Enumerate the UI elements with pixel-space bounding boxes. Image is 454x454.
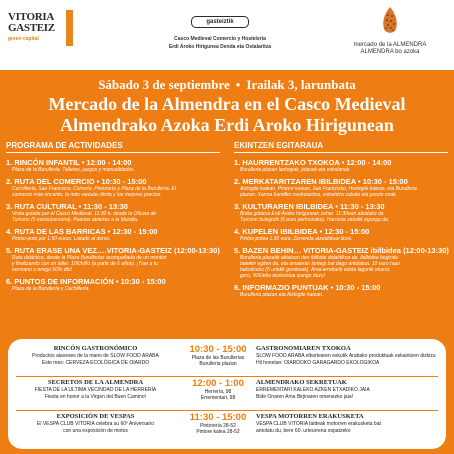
item-title: 3. RUTA CULTURAL <box>6 202 77 211</box>
divider <box>16 376 438 377</box>
event-place: Burulleria plazan <box>199 361 237 367</box>
list-item <box>234 246 452 279</box>
event-place: Pintore kalea 28-52 <box>196 429 240 435</box>
event-text-eu: ERREMENTARI KALEKO AZKEN ETXADIKO JAIA <box>256 387 370 393</box>
item-title: 2. MERKATARITZAREN IBILBIDEA <box>234 177 356 186</box>
date-separator: • <box>235 77 241 92</box>
event-title-es: EXPOSICIÓN DE VESPAS <box>56 413 135 420</box>
item-title: 2. RUTA DEL COMERCIO <box>6 177 95 186</box>
list-item: 6. INFORMAZIO PUNTUAK • 10:30 - 15:00 Burulleria plazan eta Aiztogile kalean. <box>234 283 452 298</box>
event-text-es: Fiesta en honor a la Virgen del Buen Camino! <box>44 393 147 400</box>
item-time: 10:30 - 15:00 <box>101 177 147 186</box>
events-box <box>8 339 446 449</box>
event-title-eu: ALMENDRAKO SEKRETUAK <box>256 379 347 386</box>
item-desc: Ruta didáctica, desde la Plaza Burullerías acompañada de un monitor <box>12 255 167 261</box>
item-title: 4. KUPELEN IBILBIDEA <box>234 227 318 236</box>
item-title: 5. BAZEN BEHIN… VITORIA-GASTEIZ ibilbidea <box>234 246 401 255</box>
event-title-eu: GASTRONOMIAREN TXOKOA <box>256 345 351 352</box>
list-item <box>6 246 224 273</box>
item-title: 6. PUNTOS DE INFORMACIÓN <box>6 277 114 286</box>
list-item: 4. KUPELEN IBILBIDEA • 12:30 - 15:00 Pintxo-potea 1,50 euro. Zerrenda atzealdean ikusi. <box>234 227 452 242</box>
logo-line-3: green capital <box>8 36 39 42</box>
item-time: (12:00-13:30) <box>403 246 449 255</box>
header <box>0 0 454 70</box>
event-date <box>0 77 454 93</box>
item-desc: Burulleria plazan eta Aiztogile kalean. <box>240 292 324 298</box>
item-desc: plazan. Xarma handiko merkataritza, eskaintza zabala eta prezio onak. <box>240 192 398 198</box>
list-item: 4. RUTA DE LAS BARRICAS • 12:30 - 15:00 Pintxo-pote por 1,50 euros. Listado al dorso. <box>6 227 224 242</box>
item-desc: Turismo (5 euros/persona). Puertas abiertas a la Muralla. <box>12 217 139 223</box>
list-item: 2. RUTA DEL COMERCIO • 10:30 - 15:00 Cuchillería, San Francisco, Correría, Pintorería y Plaza de la Burullería. El comercio más encanto, la más variada oferta y los mejores precios. <box>6 177 224 198</box>
item-desc: comercio más encanto, la más variada oferta y los mejores precios. <box>12 192 162 198</box>
program-heading-eu: EKINTZEN EGITARAUA <box>234 141 448 153</box>
logo-bar-icon <box>66 10 73 46</box>
event-text-eu: SLOW FOOD ARABA elkartearen eskutik Arabako produktuak eskaintzen dizkizu <box>256 353 436 359</box>
title-eu: Almendrako Azoka Erdi Aroko Hirigunean <box>60 115 394 135</box>
item-title: 1. RINCÓN INFANTIL <box>6 158 80 167</box>
item-title: 5. RUTA ERASE UNA VEZ….VITORIA-GASTEIZ <box>6 246 172 255</box>
event-text-eu: Bide Onaren Ama Birjinaren omenezko jaia! <box>256 393 353 400</box>
event-time: 10:30 - 15:00 <box>189 344 247 355</box>
event-title-es: RINCÓN GASTRONÓMICO <box>53 345 138 352</box>
title-es: Mercado de la Almendra en el Casco Medieval <box>48 94 406 114</box>
item-desc: Pintxo-potea 1,50 euro. Zerrenda atzealdean ikusi. <box>240 236 353 242</box>
item-title: 6. INFORMAZIO PUNTUAK <box>234 283 329 292</box>
event-text-es: con una exposición de motos <box>63 427 128 434</box>
item-time: (12:00-13:30) <box>173 246 220 255</box>
item-desc: Plaza de la Burullería. Talleres, juegos y manualidades. <box>12 167 135 173</box>
item-time: 12:00 - 14:00 <box>86 158 132 167</box>
item-desc: gero, %50eko deskontua izango duzu! <box>240 273 326 279</box>
item-time: 10:30 - 15:00 <box>362 177 408 186</box>
item-desc: Plaza de la Burullería y Cuchillería. <box>12 286 90 292</box>
list-item: 1. HAURRENTZAKO TXOKOA • 12:00 - 14:00 Burulleria plazan lantegiak, jolasak eta eskulanak. <box>234 158 452 173</box>
item-desc: bakoitzeko (6 urtetik gorakoak). Anai-arrebarik edota lagunik ekarriz <box>240 267 390 273</box>
item-desc: Burulleria plazatik abiatzen den ibilbide didaktikoa da. Ibilbidea begirale <box>240 255 398 261</box>
program-list-es <box>6 158 224 296</box>
event-text-eu: antolatu du, bere 60. urteurrena ospatzeko <box>256 427 351 434</box>
list-item: 1. RINCÓN INFANTIL • 12:00 - 14:00 Plaza de la Burullería. Talleres, juegos y manualidades. <box>6 158 224 173</box>
item-title: 1. HAURRENTZAKO TXOKOA <box>234 158 340 167</box>
item-desc: hermano o amigo 50% dto! <box>12 267 73 273</box>
vitoria-gasteiz-logo <box>8 10 74 50</box>
event-time: 11:30 - 15:00 <box>189 412 247 423</box>
event-place: Errementari, 98 <box>200 395 236 401</box>
item-desc: y finalizando con un taller. 10€/niño (a partir de 6 años). ¡Trae a tu <box>12 261 158 267</box>
event-text-es: Este mes: CERVEZA ECOLÓGICA DE OIARDO <box>41 359 150 366</box>
item-time: 12:30 - 15:00 <box>324 227 370 236</box>
program-list-eu <box>234 158 452 302</box>
item-time: 11:30 - 13:30 <box>339 202 385 211</box>
event-time: 12:00 - 1:00 <box>192 378 244 389</box>
event-title-eu: VESPA MOTORREN ERAKUSKETA <box>256 413 364 420</box>
gasteiztik-wordmark: gasteiztik <box>191 16 249 28</box>
divider <box>16 410 438 411</box>
almendra-logo-line-1: mercado de la ALMENDRA <box>353 42 427 48</box>
item-desc: Bisita gidatua Erdi Aroko hirigunean zehar. 11:30ean abiatuko da <box>240 211 384 217</box>
item-desc: Turismo bulegotik (5 euro pertsonako). Harresia zabalik egongo da. <box>240 217 390 223</box>
center-logo-line-1: Casco Medieval Comercio y Hostelería <box>174 36 266 42</box>
list-item: 6. PUNTOS DE INFORMACIÓN • 10:30 - 15:00 Plaza de la Burullería y Cuchillería. <box>6 277 224 292</box>
item-desc: Visita guiada por el Casco Medieval. 11:30 h. desde la Oficina de <box>12 211 157 217</box>
gasteiztik-logo <box>150 6 290 68</box>
event-title-es: SECRETOS DE LA ALMENDRA <box>47 379 144 386</box>
item-time: 10:30 - 15:00 <box>120 277 166 286</box>
event-text-eu: Hil honetan: OIARDOKO GARAGARDO EKOLOGIKOA <box>256 359 380 366</box>
list-item: 3. RUTA CULTURAL • 11:30 - 13:30 Visita guiada por el Casco Medieval. 11:30 h. desde la Oficina de Turismo (5 euros/persona). Puertas abiertas a la Muralla. <box>6 202 224 223</box>
almond-icon <box>380 6 400 36</box>
event-text-es: Productos alaveses de la mano de SLOW FOOD ARABA <box>32 353 159 359</box>
logo-line-2: GASTEIZ <box>8 22 55 34</box>
almendra-logo <box>338 6 442 66</box>
item-title: 3. KULTURAREN IBILBIDEA <box>234 202 334 211</box>
item-desc: batekin egiten da, eta amaieran lantegi bat dago antolatua. 10 euro haur <box>240 261 401 267</box>
list-item: 3. KULTURAREN IBILBIDEA • 11:30 - 13:30 Bisita gidatua Erdi Aroko hirigunean zehar. 11:30ean abiatuko da Turismo bulegotik (5 euro pertsonako). Harresia zabalik egongo da. <box>234 202 452 223</box>
item-time: 10:30 - 15:00 <box>335 283 381 292</box>
logo-line-1: VITORIA <box>8 11 54 23</box>
item-desc: Aiztogile kalean, Pintore kalean, San Frantzisko, Hedegile kalean, eta Burulleria <box>240 186 417 192</box>
program-heading-es: PROGRAMA DE ACTIVIDADES <box>6 141 220 153</box>
date-eu: Irailak 3, larunbata <box>246 77 356 92</box>
item-title: 4. RUTA DE LAS BARRICAS <box>6 227 106 236</box>
almendra-logo-line-2: ALMENDRA bo azoka <box>360 49 420 55</box>
item-desc: Pintxo-pote por 1,50 euros. Listado al dorso. <box>12 236 111 242</box>
event-text-eu: VESPA CLUB VITORIA taldeak motorren erakusketa bat <box>256 421 381 427</box>
item-time: 11:30 - 13:30 <box>83 202 128 211</box>
event-place: Plaza de las Burullerías <box>191 355 245 361</box>
event-place: Herrería, 98 <box>204 389 232 395</box>
event-text-es: FIESTA DE LA ULTIMA VECINDAD DE LA HERRERÍA <box>34 387 157 393</box>
event-place: Pintorería 28-52 <box>200 423 236 429</box>
item-desc: Cuchillería, San Francisco, Correría, Pintorería y Plaza de la Burullería. El <box>12 186 176 192</box>
item-desc: Burulleria plazan lantegiak, jolasak eta eskulanak. <box>240 167 351 173</box>
item-time: 12:00 - 14:00 <box>346 158 392 167</box>
list-item: 2. MERKATARITZAREN IBILBIDEA • 10:30 - 15:00 Aiztogile kalean, Pintore kalean, San Frantzisko, Hedegile kalean, eta Burulleria plazan. Xarma handiko merkataritza, eskaintza zabala eta prezio onak. <box>234 177 452 198</box>
item-time: 12:30 - 15:00 <box>112 227 158 236</box>
date-es: Sábado 3 de septiembre <box>98 77 230 92</box>
event-text-es: El VESPA CLUB VITORIA celebra su 60º Aniversario <box>37 421 154 427</box>
center-logo-line-2: Erdi Aroko Hirigunea Denda eta Ostalaritza <box>168 44 272 50</box>
